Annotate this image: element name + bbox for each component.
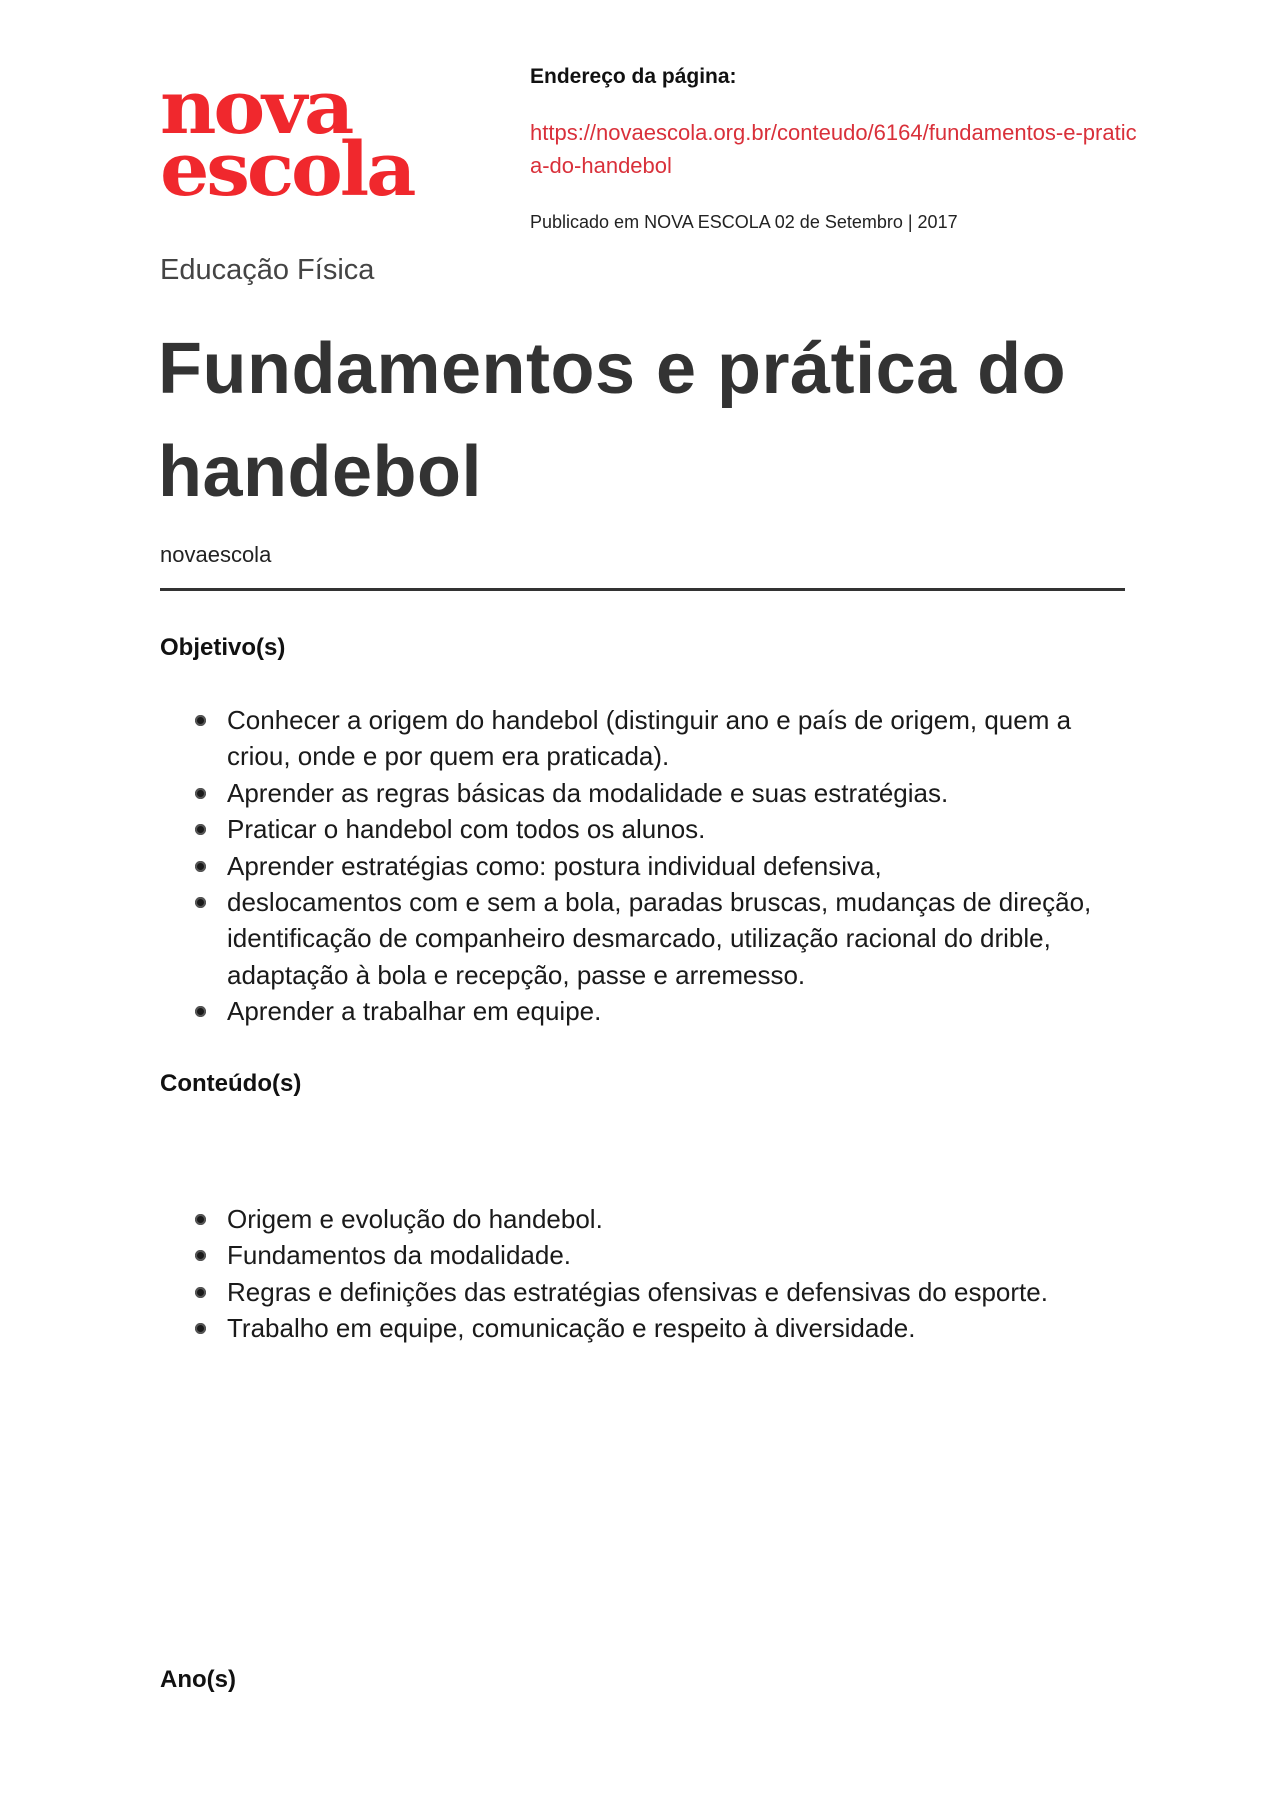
objectives-heading: Objetivo(s): [160, 634, 286, 661]
list-item: [195, 848, 1125, 884]
list-item-text: Fundamentos da modalidade.: [227, 1240, 572, 1271]
list-item-text: Trabalho em equipe, comunicação e respeito à diversidade.: [227, 1313, 916, 1344]
list-item-text: Aprender estratégias como: postura individual defensiva,: [227, 850, 882, 881]
bullet-icon: [195, 715, 206, 726]
list-item: [195, 702, 1125, 775]
list-item-text: Aprender a trabalhar em equipe.: [227, 996, 602, 1027]
bullet-icon: [195, 1287, 206, 1298]
logo-line-escola: escola: [160, 127, 414, 213]
list-item-text: deslocamentos com e sem a bola, paradas bruscas, mudanças de direção, identificação de companheiro desmarcado, utilização racional do drible, adaptação à bola e recepção, passe e arremesso.: [227, 887, 1092, 990]
years-heading: Ano(s): [160, 1666, 236, 1693]
list-item: [195, 1310, 1125, 1346]
published-date: Publicado em NOVA ESCOLA 02 de Setembro | 2017: [530, 212, 958, 232]
author: novaescola: [160, 542, 272, 567]
list-item: [195, 1201, 1125, 1237]
bullet-icon: [195, 1250, 206, 1261]
nova-escola-logo: [160, 65, 460, 213]
list-item-text: Regras e definições das estratégias ofensivas e defensivas do esporte.: [227, 1276, 1048, 1307]
list-item-text: Conhecer a origem do handebol (distinguir ano e país de origem, quem a criou, onde e por quem era praticada).: [227, 705, 1072, 772]
list-item: [195, 884, 1125, 993]
contents-heading: Conteúdo(s): [160, 1070, 302, 1097]
bullet-icon: [195, 788, 206, 799]
bullet-icon: [195, 897, 206, 908]
list-item: [195, 1274, 1125, 1310]
objectives-list: [195, 702, 1125, 1030]
list-item: [195, 775, 1125, 811]
bullet-icon: [195, 824, 206, 835]
page-title: Fundamentos e prática do handebol: [158, 329, 1067, 512]
contents-list: [195, 1201, 1125, 1347]
page-meta: [530, 62, 1150, 234]
list-item-text: Origem e evolução do handebol.: [227, 1204, 603, 1234]
page-url-link[interactable]: https://novaescola.org.br/conteudo/6164/fundamentos-e-pratica-do-handebol: [530, 120, 1137, 178]
address-label: Endereço da página:: [530, 65, 737, 88]
list-item: [195, 993, 1125, 1029]
list-item: [195, 1237, 1125, 1273]
list-item-text: Praticar o handebol com todos os alunos.: [227, 814, 706, 845]
bullet-icon: [195, 1006, 206, 1017]
subject-category: Educação Física: [160, 254, 375, 286]
bullet-icon: [195, 1214, 206, 1225]
list-item-text: Aprender as regras básicas da modalidade e suas estratégias.: [227, 777, 949, 808]
bullet-icon: [195, 1323, 206, 1334]
header-divider: [160, 588, 1125, 591]
list-item: [195, 811, 1125, 847]
bullet-icon: [195, 861, 206, 872]
logo-line-nova: nova: [160, 65, 352, 151]
